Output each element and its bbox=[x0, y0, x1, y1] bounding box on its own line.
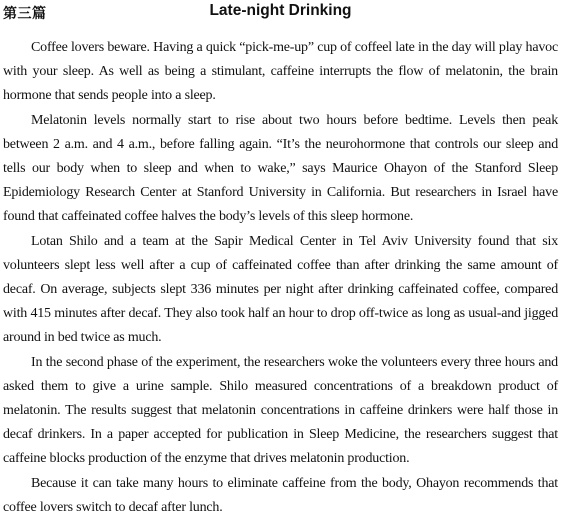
article-title: Late-night Drinking bbox=[209, 2, 352, 19]
section-label: 第三篇 bbox=[3, 6, 47, 22]
paragraph: Melatonin levels normally start to rise about two hours before bedtime. Levels then peak between 2 a.m. and 4 a.m., before falling again. “It’s the neurohormone that controls our sleep and tells our body when to sleep and when to wake,” says Maurice Ohayon of the Stanford Sleep Epidemiology Research Center at Stanford University in California. But researchers in Israel have found that caffeinated coffee halves the body’s levels of this sleep hormone. bbox=[3, 112, 558, 225]
paragraph: In the second phase of the experiment, the researchers woke the volunteers every three hours and asked them to give a urine sample. Shilo measured concentrations of a breakdown product of melatonin. The results suggest that melatonin concentrations in caffeine drinkers were half those in decaf drinkers. In a paper accepted for publication in Sleep Medicine, the researchers suggest that caffeine blocks production of the enzyme that drives melatonin production. bbox=[3, 354, 558, 467]
paragraph: Coffee lovers beware. Having a quick “pick-me-up” cup of coffeel late in the day will play havoc with your sleep. As well as being a stimulant, caffeine interrupts the flow of melatonin, the brain hormone that sends people into a sleep. bbox=[3, 40, 558, 104]
paragraph: Because it can take many hours to eliminate caffeine from the body, Ohayon recommends that coffee lovers switch to decaf after lunch. bbox=[3, 475, 558, 515]
paragraph: Lotan Shilo and a team at the Sapir Medical Center in Tel Aviv University found that six volunteers slept less well after a cup of caffeinated coffee than after drinking the same amount of decaf. On average, subjects slept 336 minutes per night after drinking caffeinated coffee, compared with 415 minutes after decaf. They also took half an hour to drop off-twice as long as usual-and jigged around in bed twice as much. bbox=[3, 233, 558, 346]
article-body bbox=[3, 36, 558, 520]
